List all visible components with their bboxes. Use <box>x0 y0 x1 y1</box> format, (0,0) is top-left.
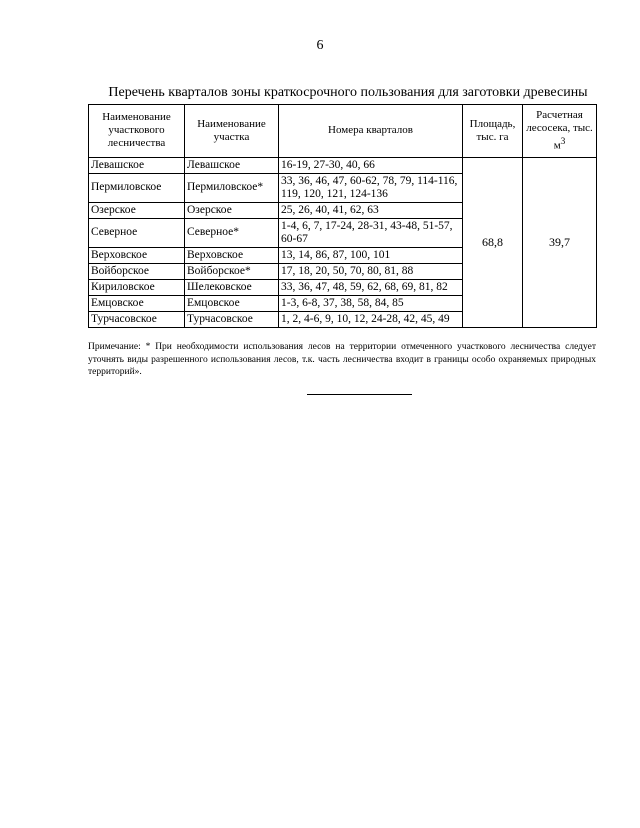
table-row <box>89 157 597 173</box>
header-section: Наименование участка <box>185 105 279 158</box>
page-number: 6 <box>316 38 324 53</box>
header-cut-label: Расчетная лесосека, тыс. м <box>526 109 593 152</box>
header-forestry: Наименование участкового лесничества <box>89 105 185 158</box>
header-cut-superscript: 3 <box>560 136 566 146</box>
document-title: Перечень кварталов зоны краткосрочного пользования для заготовки древесины <box>108 85 588 100</box>
cell-forestry: Турчасовское <box>89 311 185 327</box>
cell-forestry: Кириловское <box>89 279 185 295</box>
cell-quarters: 33, 36, 46, 47, 60-62, 78, 79, 114-116, 119, 120, 121, 124-136 <box>279 173 463 202</box>
cell-forestry: Войборское <box>89 263 185 279</box>
cell-section: Верховское <box>185 247 279 263</box>
cell-total-cut: 39,7 <box>523 157 597 327</box>
cell-forestry: Пермиловское <box>89 173 185 202</box>
cell-section: Озерское <box>185 202 279 218</box>
cell-quarters: 1-4, 6, 7, 17-24, 28-31, 43-48, 51-57, 60-67 <box>279 218 463 247</box>
table-header-row <box>89 105 597 158</box>
quarters-table <box>88 104 597 328</box>
cell-forestry: Левашское <box>89 157 185 173</box>
header-cut <box>523 105 597 158</box>
cell-section: Турчасовское <box>185 311 279 327</box>
cell-quarters: 13, 14, 86, 87, 100, 101 <box>279 247 463 263</box>
cell-quarters: 33, 36, 47, 48, 59, 62, 68, 69, 81, 82 <box>279 279 463 295</box>
cell-section: Войборское* <box>185 263 279 279</box>
cell-quarters: 25, 26, 40, 41, 62, 63 <box>279 202 463 218</box>
cell-section: Пермиловское* <box>185 173 279 202</box>
cell-section: Левашское <box>185 157 279 173</box>
cell-quarters: 1-3, 6-8, 37, 38, 58, 84, 85 <box>279 295 463 311</box>
cell-total-area: 68,8 <box>463 157 523 327</box>
cell-forestry: Северное <box>89 218 185 247</box>
cell-quarters: 1, 2, 4-6, 9, 10, 12, 24-28, 42, 45, 49 <box>279 311 463 327</box>
footnote: Примечание: * При необходимости использования лесов на территории отмеченного участкового лесничества следует уточнять виды разрешенного использования лесов, т.к. часть лесничества входит в границы особо охраняемых природных территорий». <box>88 342 596 377</box>
cell-forestry: Озерское <box>89 202 185 218</box>
cell-section: Шелековское <box>185 279 279 295</box>
cell-quarters: 16-19, 27-30, 40, 66 <box>279 157 463 173</box>
header-area: Площадь, тыс. га <box>463 105 523 158</box>
header-quarters: Номера кварталов <box>279 105 463 158</box>
cell-forestry: Верховское <box>89 247 185 263</box>
cell-section: Емцовское <box>185 295 279 311</box>
cell-section: Северное* <box>185 218 279 247</box>
end-divider <box>307 394 412 395</box>
cell-forestry: Емцовское <box>89 295 185 311</box>
cell-quarters: 17, 18, 20, 50, 70, 80, 81, 88 <box>279 263 463 279</box>
